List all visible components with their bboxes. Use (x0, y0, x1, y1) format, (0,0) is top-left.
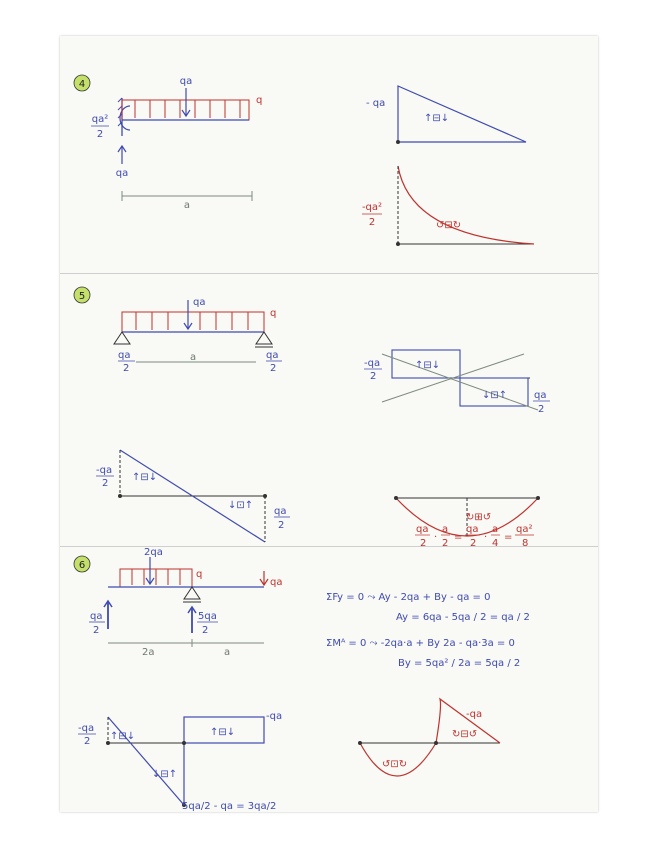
worksheet-page (60, 36, 598, 812)
roller-support-right-icon (256, 332, 272, 344)
sup-left-den: 2 (370, 371, 377, 382)
equation-4: By = 5qa² / 2a = 5qa / 2 (398, 658, 521, 669)
problem-5-drawing (60, 274, 598, 546)
problem-5-panel (60, 274, 598, 546)
calc-n5: qa² (516, 524, 533, 535)
sup-right-num: qa (534, 390, 547, 401)
left-reaction-num: qa (118, 350, 131, 361)
shear6-sign-mid: ↓⊟↑ (152, 769, 178, 780)
span-left-label: 2a (142, 647, 155, 658)
moment6-sign-left: ↺⊡↻ (382, 759, 408, 770)
shear5-right-num: qa (274, 506, 287, 517)
problem-6-drawing (60, 547, 598, 812)
svg-text:=: = (454, 532, 463, 543)
problem-4-panel (60, 36, 598, 273)
sup-sign-top: ↑⊟↓ (415, 360, 441, 371)
moment-sign-label-4: ↺⊟↻ (436, 220, 462, 231)
shear5-right-den: 2 (278, 520, 285, 531)
shear6-sign-left: ↑⊟↓ (110, 731, 136, 742)
sup-right-den: 2 (538, 404, 545, 415)
shear6-right-value: -qa (266, 711, 283, 722)
mid-reaction-den-6: 2 (202, 625, 209, 636)
problem-6-panel (60, 547, 598, 812)
moment6-value: -qa (466, 709, 483, 720)
calc-n2: a (442, 524, 449, 535)
reaction-label: qa (115, 168, 129, 179)
moment-num-label: qa² (91, 114, 109, 125)
problem-6-number: 6 (78, 560, 86, 571)
span-right-label: a (224, 647, 231, 658)
span-label-5: a (190, 352, 197, 363)
calc-d1: 2 (420, 538, 427, 549)
shear5-left-den: 2 (102, 478, 109, 489)
left-reaction-den-6: 2 (93, 625, 100, 636)
equation-1: ΣFy = 0 ⤳ Ay - 2qa + By - qa = 0 (326, 592, 491, 603)
moment-curve-4 (398, 166, 534, 244)
calc-d4: 4 (492, 538, 499, 549)
svg-text:·: · (434, 532, 438, 543)
problem-4-number: 4 (78, 79, 86, 90)
roller-support-mid-icon (184, 587, 200, 599)
svg-text:·: · (484, 532, 488, 543)
shear-value-label: - qa (366, 98, 386, 109)
moment-num-label-4: -qa² (361, 202, 383, 213)
moment-den-label: 2 (96, 129, 104, 140)
distributed-load-box-5 (122, 312, 264, 332)
shear5-sign-left: ↑⊟↓ (132, 472, 158, 483)
shear-diagram-4 (398, 86, 526, 142)
shear5-left-num: -qa (96, 465, 113, 476)
calc-n4: a (492, 524, 499, 535)
sup-left-num: -qa (364, 358, 381, 369)
moment-den-label-4: 2 (368, 217, 376, 228)
load-arrows-4 (135, 100, 240, 118)
point-load-label: qa (179, 76, 193, 87)
right-reaction-den: 2 (270, 363, 277, 374)
pin-support-left-icon (114, 332, 130, 344)
shear6-left-den: 2 (84, 736, 91, 747)
svg-text:=: = (504, 532, 513, 543)
right-reaction-num: qa (266, 350, 279, 361)
span-label: a (183, 200, 191, 211)
calc-d5: 8 (522, 538, 529, 549)
dist-load-label-6: q (196, 569, 203, 580)
calc-d2: 2 (442, 538, 449, 549)
calc-n3: qa (466, 524, 479, 535)
moment6-sign-right: ↻⊟↺ (452, 729, 478, 740)
moment5-sign: ↻⊞↺ (466, 512, 492, 523)
resultant-label-6: 2qa (144, 547, 163, 558)
dist-load-label-5: q (270, 308, 277, 319)
left-reaction-num-6: qa (90, 611, 103, 622)
point-load-label-5: qa (193, 297, 206, 308)
load-arrows-5 (136, 312, 248, 330)
end-load-label: qa (270, 577, 283, 588)
problem-5-number: 5 (78, 291, 86, 302)
shear-sign-label: ↑⊟↓ (424, 113, 450, 124)
shear6-bottom-expr: 5qa/2 - qa = 3qa/2 (182, 801, 277, 812)
equation-2: Ay = 6qa - 5qa / 2 = qa / 2 (396, 612, 530, 623)
mid-reaction-num-6: 5qa (198, 611, 217, 622)
shear6-sign-right: ↑⊟↓ (210, 727, 236, 738)
dist-load-label: q (256, 95, 263, 106)
shear5-sign-right: ↓⊡↑ (228, 500, 254, 511)
sup-sign-bottom: ↓⊡↑ (482, 390, 508, 401)
left-reaction-den: 2 (123, 363, 130, 374)
calc-n1: qa (416, 524, 429, 535)
calc-d3: 2 (470, 538, 477, 549)
equation-3: ΣMᴬ = 0 ⤳ -2qa·a + By 2a - qa·3a = 0 (326, 638, 515, 649)
problem-4-drawing (60, 36, 598, 273)
load-arrows-6 (132, 569, 180, 585)
shear6-left-num: -qa (78, 723, 95, 734)
